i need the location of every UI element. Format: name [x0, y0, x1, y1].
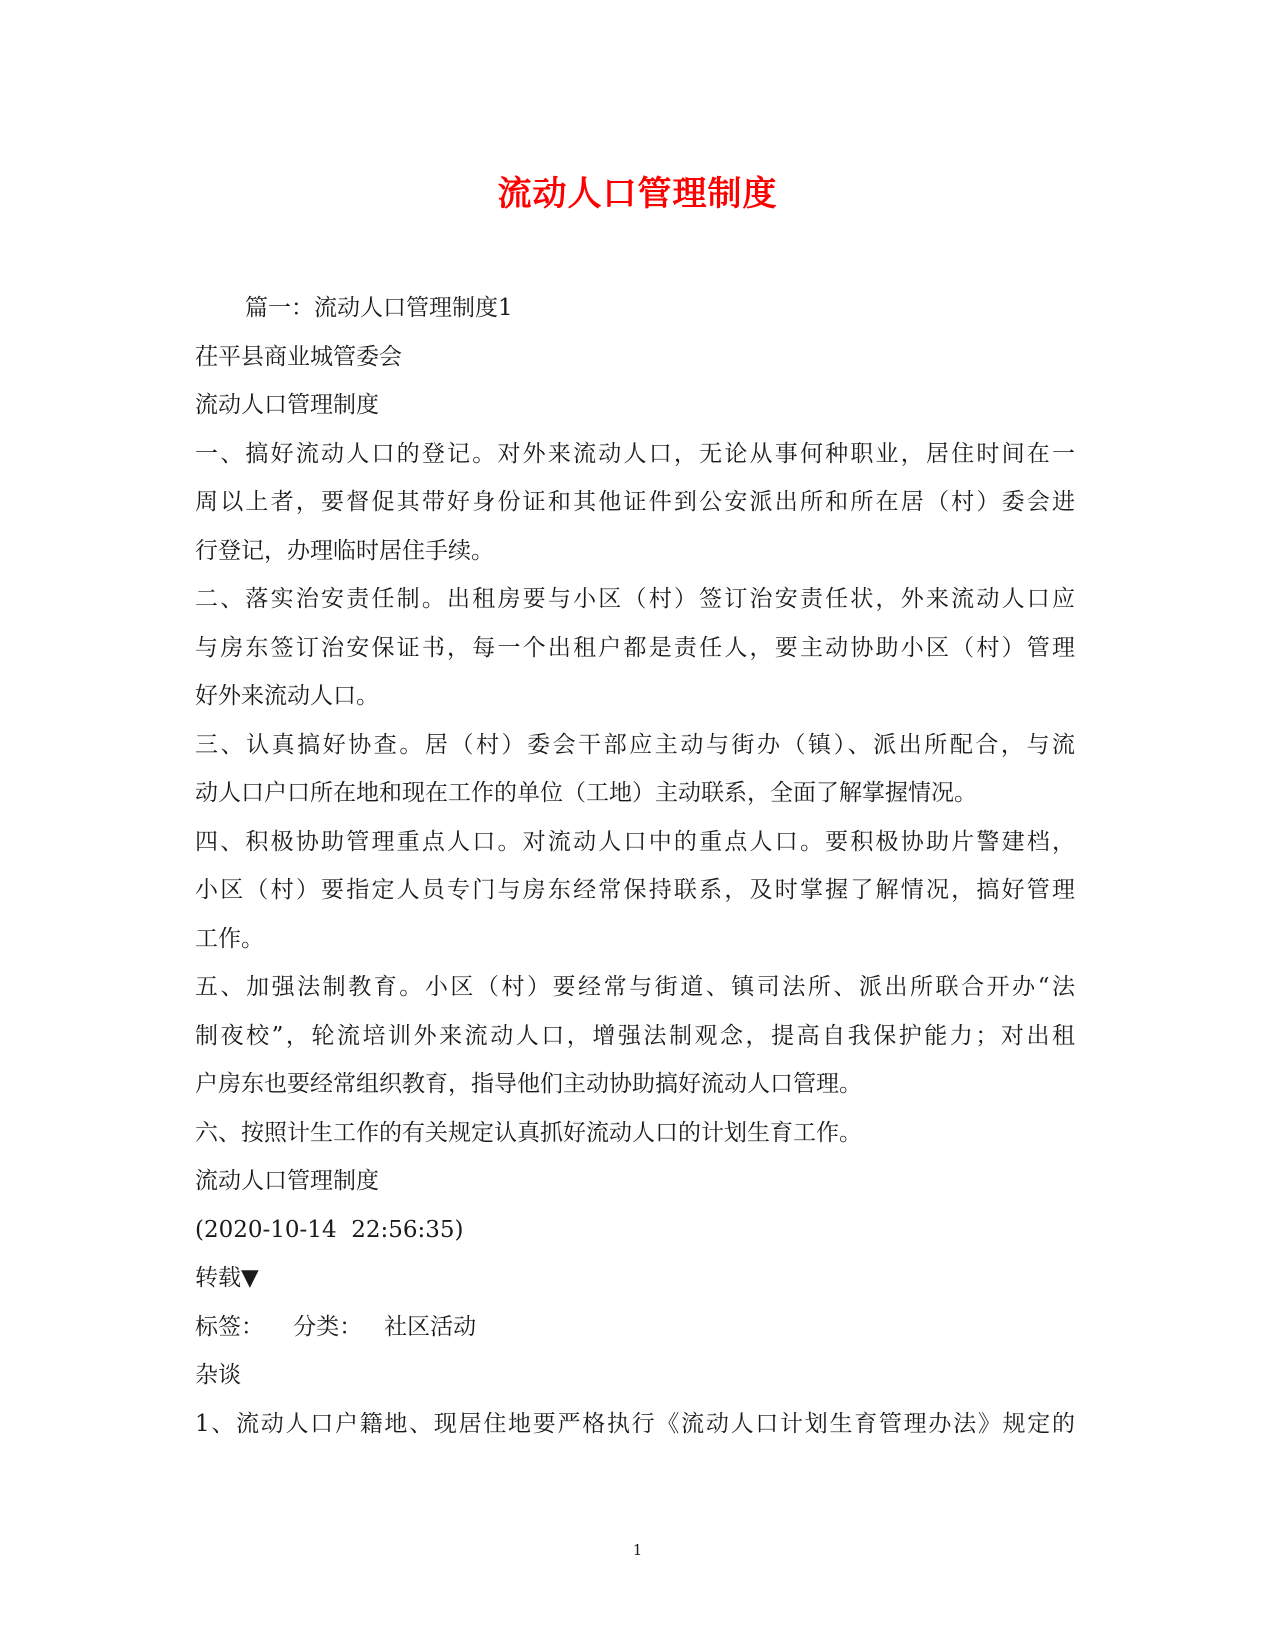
paragraph-line: 动人口户口所在地和现在工作的单位（工地）主动联系，全面了解掌握情况。	[195, 780, 977, 806]
paragraph-line: 二、落实治安责任制。出租房要与小区（村）签订治安责任状，外来流动人口应	[195, 586, 1075, 612]
document-title: 流动人口管理制度	[497, 174, 778, 214]
paragraph-line: 三、认真搞好协查。居（村）委会干部应主动与街办（镇）、派出所配合，与流	[195, 731, 1075, 758]
paragraph-line: 小区（村）要指定人员专门与房东经常保持联系，及时掌握了解情况，搞好管理	[195, 877, 1075, 903]
paragraph-line: 1、流动人口户籍地、现居住地要严格执行《流动人口计划生育管理办法》规定的	[195, 1410, 1075, 1437]
subtitle: 流动人口管理制度	[195, 392, 379, 418]
paragraph-line: 制夜校”，轮流培训外来流动人口，增强法制观念，提高自我保护能力；对出租	[195, 1022, 1075, 1049]
section-heading: 篇一：流动人口管理制度1	[245, 295, 513, 321]
paragraph-line: 与房东签订治安保证书，每一个出租户都是责任人，要主动协助小区（村）管理	[195, 634, 1075, 661]
paragraph-line: 周以上者，要督促其带好身份证和其他证件到公安派出所和所在居（村）委会进	[195, 489, 1075, 515]
paragraph-line: 一、搞好流动人口的登记。对外来流动人口，无论从事何种职业，居住时间在一	[195, 440, 1075, 467]
paragraph-line: 工作。	[195, 925, 264, 952]
paragraph-line: 好外来流动人口。	[195, 683, 379, 709]
organization-name: 茌平县商业城管委会	[195, 343, 402, 370]
repost-link[interactable]: 转载▼	[195, 1265, 259, 1291]
paragraph-line: 六、按照计生工作的有关规定认真抓好流动人口的计划生育工作。	[195, 1119, 862, 1146]
subtitle: 流动人口管理制度	[195, 1168, 379, 1194]
document-body	[195, 284, 1075, 1448]
paragraph-line: 四、积极协助管理重点人口。对流动人口中的重点人口。要积极协助片警建档，	[195, 828, 1075, 855]
tag-label: 杂谈	[195, 1362, 241, 1388]
paragraph-line: 行登记，办理临时居住手续。	[195, 537, 494, 564]
timestamp: (2020-10-14 22:56:35)	[195, 1216, 464, 1243]
tags-category: 标签： 分类： 社区活动	[195, 1313, 477, 1340]
paragraph-line: 户房东也要经常组织教育，指导他们主动协助搞好流动人口管理。	[195, 1071, 862, 1097]
paragraph-line: 五、加强法制教育。小区（村）要经常与街道、镇司法所、派出所联合开办“法	[195, 974, 1075, 1000]
page-number: 1	[632, 1541, 643, 1559]
